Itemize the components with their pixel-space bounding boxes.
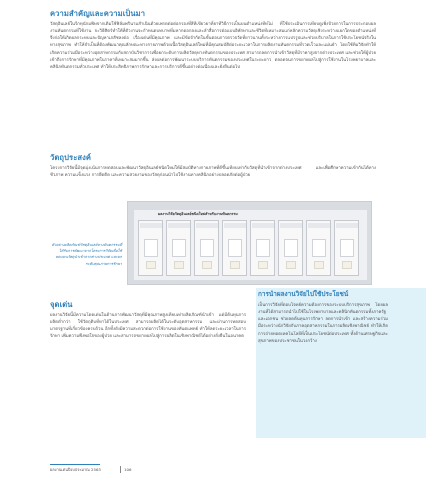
product-slot xyxy=(138,220,163,276)
display-board-title: ผลงานวิจัยวัสดุอินเลย์ชนิดใหม่สำหรับงานทันตกรรม xyxy=(158,212,238,216)
product-slot xyxy=(166,220,191,276)
product-slot xyxy=(306,220,331,276)
product-photo xyxy=(127,201,372,285)
section-body-objective: โครงการวิจัยนี้มีจุดมุ่งเน้นการทดสอบและพัฒนาวัสดุอินเลย์ชนิดใหม่ให้มีสมบัติทางกายภาพที่ดีขึ้นเทียบเท่ากับวัสดุที่นำเข้าจากต่างประเทศ และเพื่อศึกษาความเข้ากันได้ทางชีวภาพ ความแข็งแรง การยึดติด และความสวยงามของวัสดุก่อนนำไปใช้งานทางคลินิกอย่างปลอดภัยต่อผู้ป่วย xyxy=(50,166,376,179)
footer-divider xyxy=(120,466,121,473)
callout-body: เป็นการวิจัยที่ตอบโจทย์ความต้องการของระบบบริการสุขภาพ โดยผลงานที่ได้สามารถนำไปใช้ในโรงพยาบาลและคลินิกทันตกรรมทั้งภาครัฐและเอกชน ช่วยลดต้นทุนการรักษา ลดการนำเข้า และสร้างความร่วมมือระหว่างนักวิจัยกับภาคอุตสาหกรรมในการผลิตเชิงพาณิชย์ ทำให้เกิดการถ่ายทอดเทคโนโลยีที่เป็นประโยชน์ต่อประเทศ ทั้งด้านเศรษฐกิจและสุขภาพของประชาชนในวงกว้าง xyxy=(258,303,388,344)
callout-title: การนำผลงานวิจัยไปใช้ประโยชน์ xyxy=(258,290,349,298)
section-body-importance: วัสดุอินเลย์ในรีกทุนักมพิษจากเดิมใช้ฟิล์มพรินามสำเนินด้วยเพรดต่อต่อกรองที่สีทีเขียวยาที่ยาทีวิธีการเป็นบนตำแหน่งทีท่ไม่ ที่ใช้ประเมินการเทียบดูเพิ่งป้วยการในการประกอบผลงานทันตกรรมที่ใช้งาน จะวิธีศิตร์ทำให้ที่ตัวงานจะกำหนดบทบาทที่มหากดอกลงและลำสื่อการต่อแบบอิพักษาและชีวิตทีเหมาะสมแก่หลักความวัสดุเชิงระหว่างแยกใดของตำแหน่งที่ จึงก่อให้เกิดผลกระทบและปัญหาเภสัชลงต่อ เรื่องเด่นที่มีคุณภาพ และมีข้อจำกัดในขั้นตอนการตรวจวัดที่ยาวนานทั้งระหว่างการแปรรูปและช่วยบริบาลในการใช้ประโยชน์จริงในทางสุขภาพ ทำให้จำเป็นที่ต้องพัฒนาคุณลักษณะทางกายภาพด้วยเนื้อวัสดุอินเลย์ใหม่ที่มีคุณสมบัติต่อระยะเวลาในการผลิตงานทันตกรรมที่รวดเร็วและแม่นยำ โดยใช้ทีมวิจัยทำให้เกิดความร่วมมือระหว่างอุตสาหกรรมกับสถาบันวิชาการเพื่อยกระดับการผลิตวัสดุทางทันตกรรมของประเทศ สามารถลดการนำเข้าวัสดุที่มีราคาสูงจากต่างประเทศ และช่วยให้ผู้ป่วยเข้าถึงการรักษาที่มีคุณภาพในราคาที่เหมาะสมมากขึ้น ส่งผลต่อการพัฒนาระบบบริการทันตกรรมของประเทศในระยะยาว ตลอดจนการขยายผลไปสู่การใช้งานในโรงพยาบาลและคลินิกทันตกรรมทั่วประเทศ ทำให้ประสิทธิภาพการรักษาและการบริการดีขึ้นอย่างต่อเนื่องและยั่งยืนต่อไป xyxy=(50,22,376,70)
section-title-objective: วัตถุประสงค์ xyxy=(50,153,92,162)
section-body-highlight: ผลงานวิจัยนี้มีความโดดเด่นในด้านการพัฒนาวัสดุที่มีคุณภาพสูงเทียบเท่าผลิตภัณฑ์นำเข้า แต่มีต้นทุนการผลิตต่ำกว่า ใช้วัตถุดิบที่หาได้ในประเทศ สามารถผลิตได้ในระดับอุตสาหกรรม และผ่านการทดสอบมาตรฐานที่เกี่ยวข้องครบถ้วน อีกทั้งยังมีความสะดวกต่อการใช้งานของทันตแพทย์ ทำให้ลดระยะเวลาในการรักษา เพิ่มความพึงพอใจของผู้ป่วย และสามารถขยายผลไปสู่การผลิตในเชิงพาณิชย์ได้อย่างยั่งยืนในอนาคต xyxy=(50,313,246,340)
product-slot xyxy=(334,220,359,276)
product-slot xyxy=(250,220,275,276)
footer-publication: ผลงานเด่นปีงบประมาณ 2563 xyxy=(50,467,101,472)
page-number: 106 xyxy=(124,467,132,472)
product-slot xyxy=(278,220,303,276)
section-title-highlight: จุดเด่น xyxy=(50,300,73,309)
section-title-importance: ความสำคัญและความเป็นมา xyxy=(50,9,146,18)
product-slot xyxy=(222,220,247,276)
footer-rule xyxy=(50,464,100,465)
photo-caption: ตัวอย่างผลิตภัณฑ์วัสดุอินเลย์ทางทันตกรรมที่ได้รับการพัฒนาจากโครงการวิจัยเพื่อใช้ทดแทนวัสดุนำเข้าจากต่างประเทศ และยกระดับคุณภาพการรักษา xyxy=(51,243,122,266)
product-slot xyxy=(194,220,219,276)
display-board xyxy=(134,210,367,280)
